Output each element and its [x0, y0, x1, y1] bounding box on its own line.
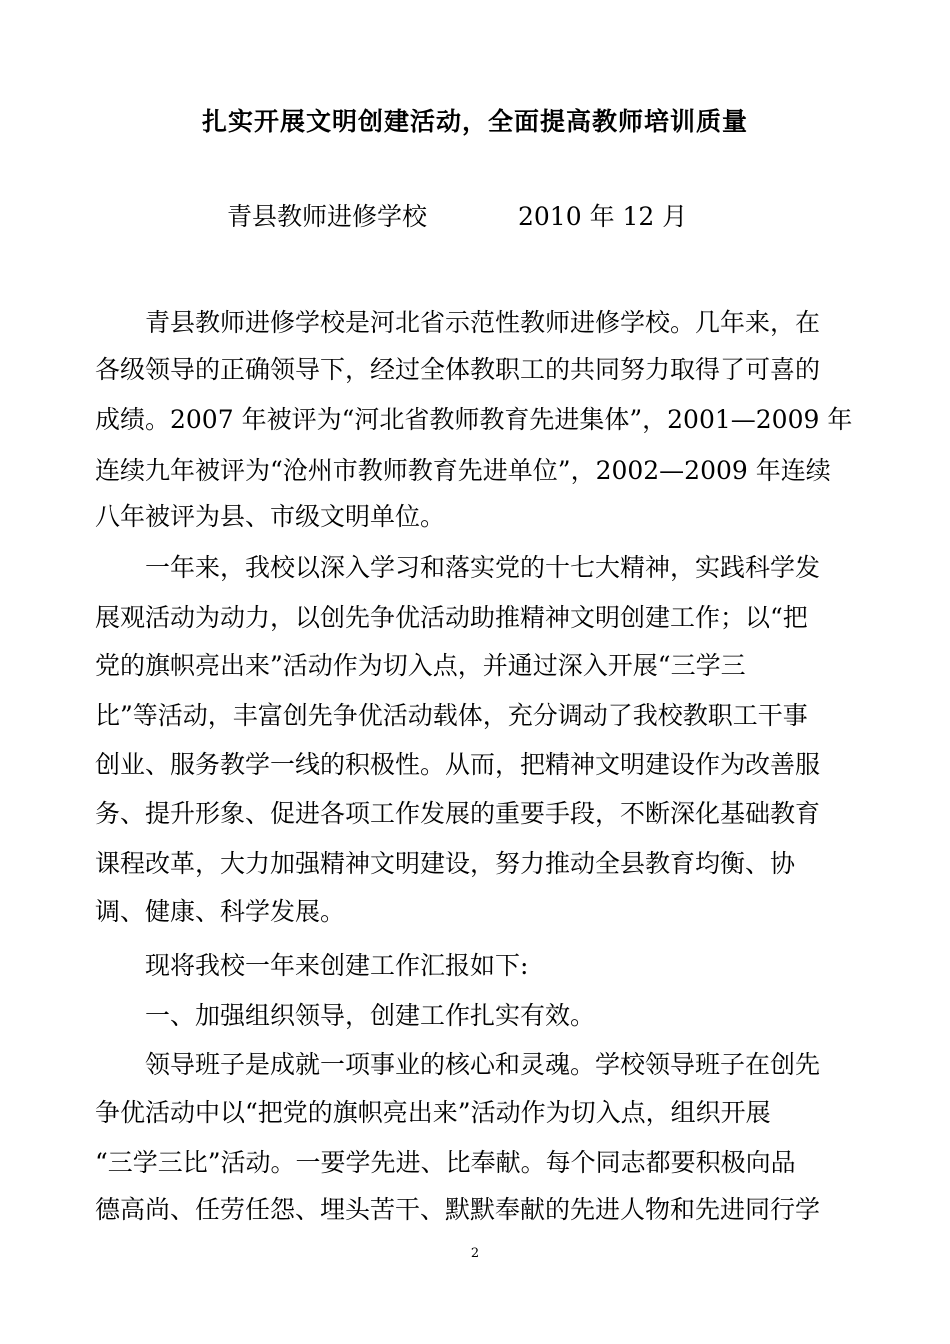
body-text-line: 创业、服务教学一线的积极性。从而，把精神文明建设作为改善服	[95, 750, 821, 779]
body-text-line: 领导班子是成就一项事业的核心和灵魂。学校领导班子在创先	[95, 1050, 821, 1079]
page-number: 2	[470, 1246, 480, 1261]
body-text-line: 课程改革，大力加强精神文明建设，努力推动全县教育均衡、协	[95, 849, 796, 878]
body-text-line: 德高尚、任劳任怨、埋头苦干、默默奉献的先进人物和先进同行学	[95, 1195, 821, 1224]
byline-date: 2010 年 12 月	[518, 202, 688, 231]
body-text-line: 展观活动为动力，以创先争优活动助推精神文明创建工作；以“把	[95, 603, 808, 632]
body-text-line: 青县教师进修学校是河北省示范性教师进修学校。几年来，在	[95, 308, 821, 337]
body-text-line: 成绩。2007 年被评为“河北省教师教育先进集体”，2001—2009 年	[95, 405, 853, 434]
body-text-line: 党的旗帜亮出来”活动作为切入点，并通过深入开展“三学三	[95, 651, 746, 680]
document-title: 扎实开展文明创建活动，全面提高教师培训质量	[201, 107, 748, 136]
body-text-line: 调、健康、科学发展。	[95, 897, 346, 926]
body-text-line: “三学三比”活动。一要学先进、比奉献。每个同志都要积极向品	[95, 1148, 796, 1177]
body-text-line: 一年来，我校以深入学习和落实党的十七大精神，实践科学发	[95, 553, 821, 582]
body-text-line: 连续九年被评为“沧州市教师教育先进单位”，2002—2009 年连续	[95, 456, 831, 485]
body-text-line: 争优活动中以“把党的旗帜亮出来”活动作为切入点，组织开展	[95, 1098, 771, 1127]
body-text-line: 比”等活动，丰富创先争优活动载体，充分调动了我校教职工干事	[95, 701, 808, 730]
body-text-line: 八年被评为县、市级文明单位。	[95, 502, 446, 531]
section-heading-line: 一、加强组织领导，创建工作扎实有效。	[95, 1001, 596, 1030]
body-text-line: 各级领导的正确领导下，经过全体教职工的共同努力取得了可喜的	[95, 355, 821, 384]
body-text-line: 务、提升形象、促进各项工作发展的重要手段，不断深化基础教育	[95, 799, 821, 828]
body-text-line: 现将我校一年来创建工作汇报如下:	[95, 951, 529, 980]
byline-organization: 青县教师进修学校	[227, 202, 428, 231]
